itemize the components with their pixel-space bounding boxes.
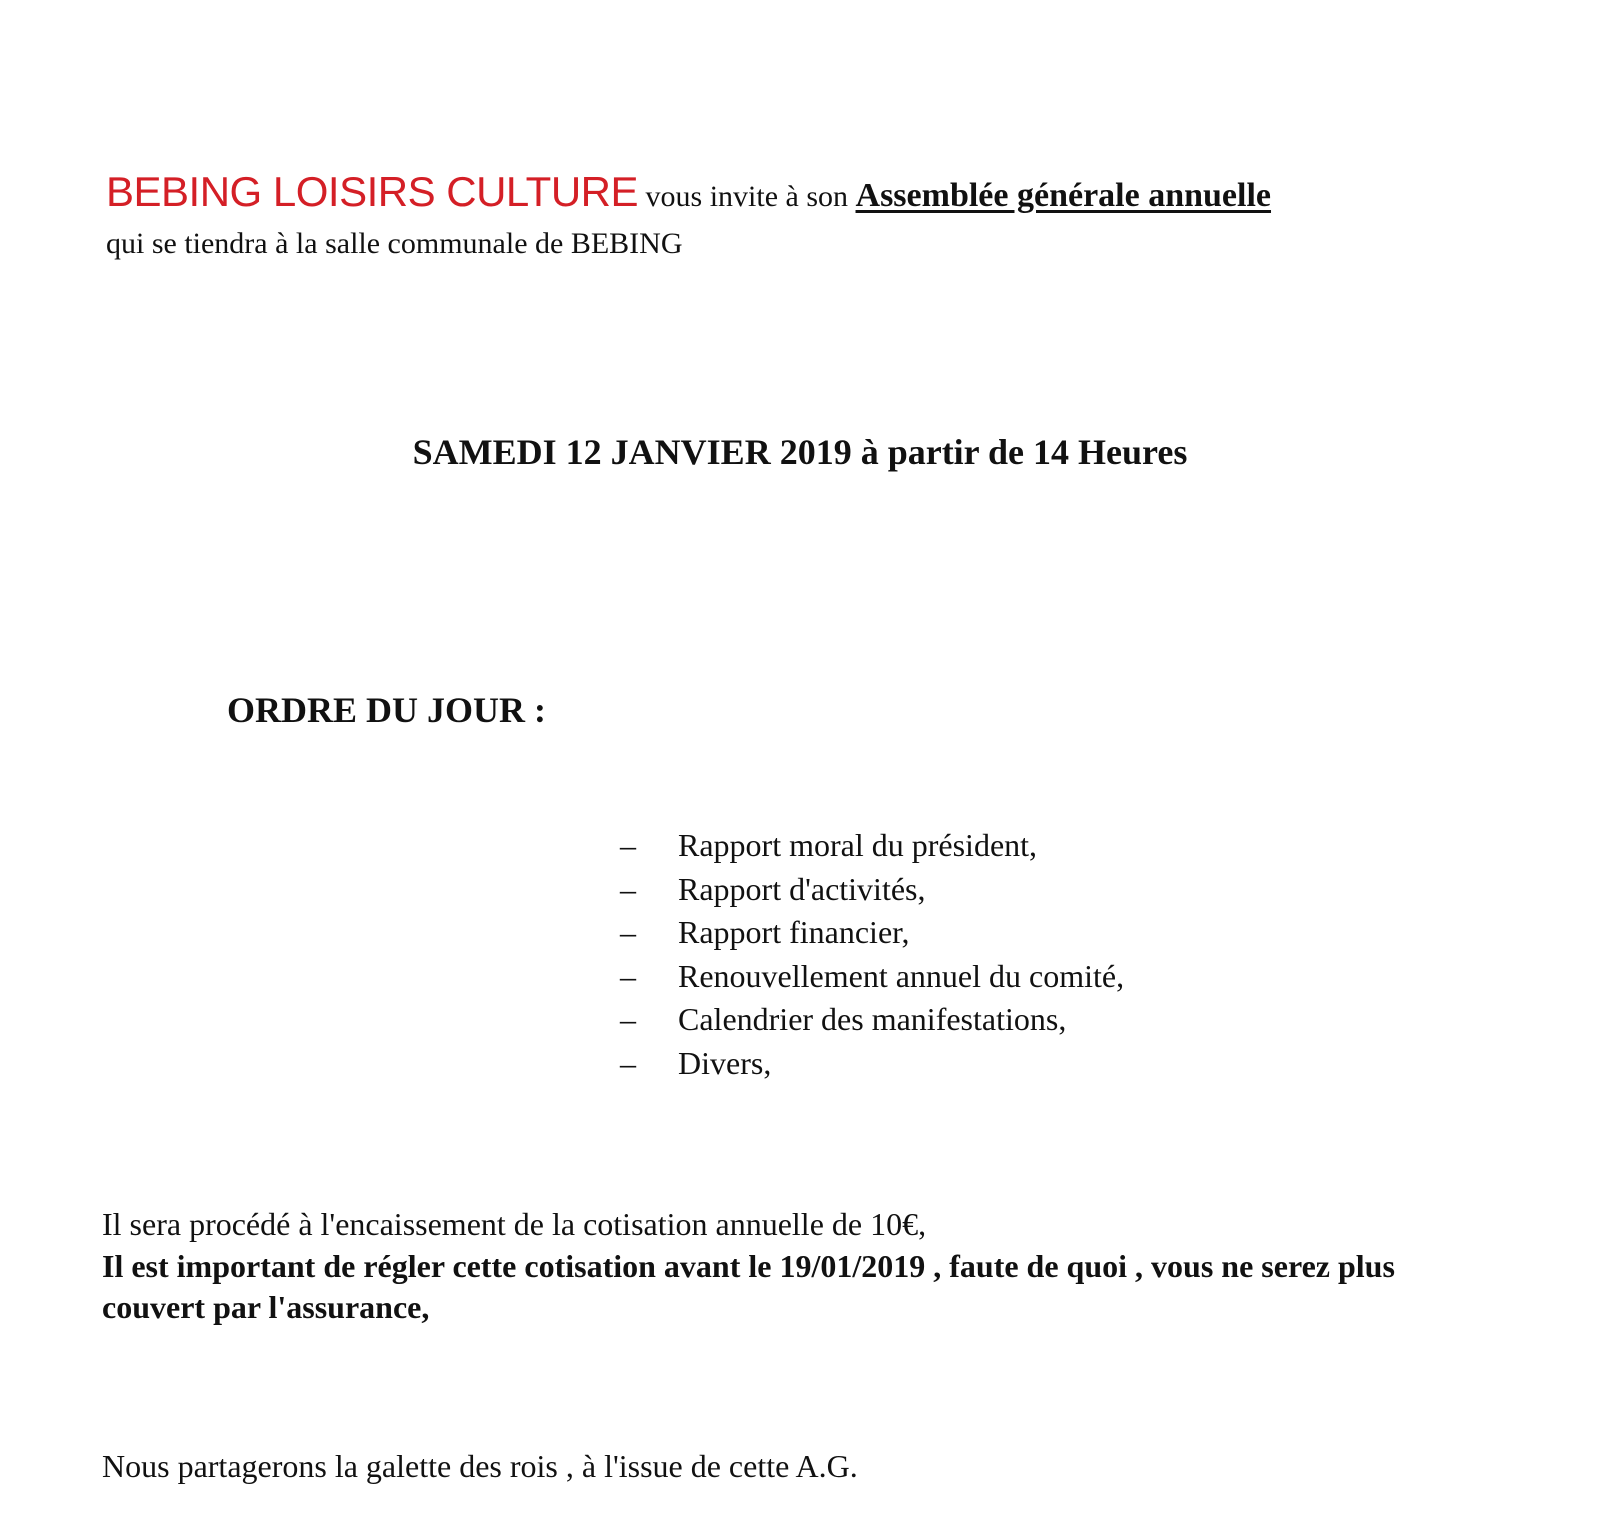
agenda-item-label: Divers, [678, 1044, 772, 1081]
dash-icon: – [620, 1001, 636, 1037]
invitation-intro [106, 170, 1271, 219]
agenda-item-label: Rapport financier, [678, 914, 910, 950]
dues-notice: Il sera procédé à l'encaissement de la cotisation annuelle de 10€, [102, 1206, 927, 1242]
assembly-title: Assemblée générale annuelle [855, 177, 1272, 214]
agenda-item [620, 955, 1124, 999]
dues-warning: Il est important de régler cette cotisation avant le 19/01/2019 , faute de quoi , vous ne serez plus couvert par l'assurance, [102, 1248, 1395, 1325]
agenda-item [620, 998, 1124, 1042]
agenda-item [620, 868, 1124, 912]
agenda-item [620, 824, 1124, 868]
agenda-item-label: Calendrier des manifestations, [678, 1001, 1067, 1037]
dash-icon: – [620, 870, 636, 907]
agenda-item-label: Rapport moral du président, [678, 827, 1038, 863]
dash-icon: – [620, 914, 636, 950]
dash-icon: – [620, 827, 636, 863]
agenda-item-label: Renouvellement annuel du comité, [678, 957, 1125, 994]
dash-icon: – [620, 1044, 636, 1081]
agenda-item [620, 1042, 1124, 1086]
agenda-item-label: Rapport d'activités, [678, 870, 926, 907]
agenda-item [620, 911, 1124, 955]
location-text: qui se tiendra à la salle communale de BEBING [106, 227, 683, 260]
invite-text: vous invite à son [638, 180, 856, 213]
dash-icon: – [620, 957, 636, 994]
agenda-title: ORDRE DU JOUR : [227, 690, 546, 730]
agenda-list [620, 824, 1124, 1085]
closing-note: Nous partagerons la galette des rois , à l'issue de cette A.G. [102, 1448, 858, 1484]
organization-name: BEBING LOISIRS CULTURE [106, 168, 639, 215]
event-date-time: SAMEDI 12 JANVIER 2019 à partir de 14 Heures [412, 432, 1188, 472]
